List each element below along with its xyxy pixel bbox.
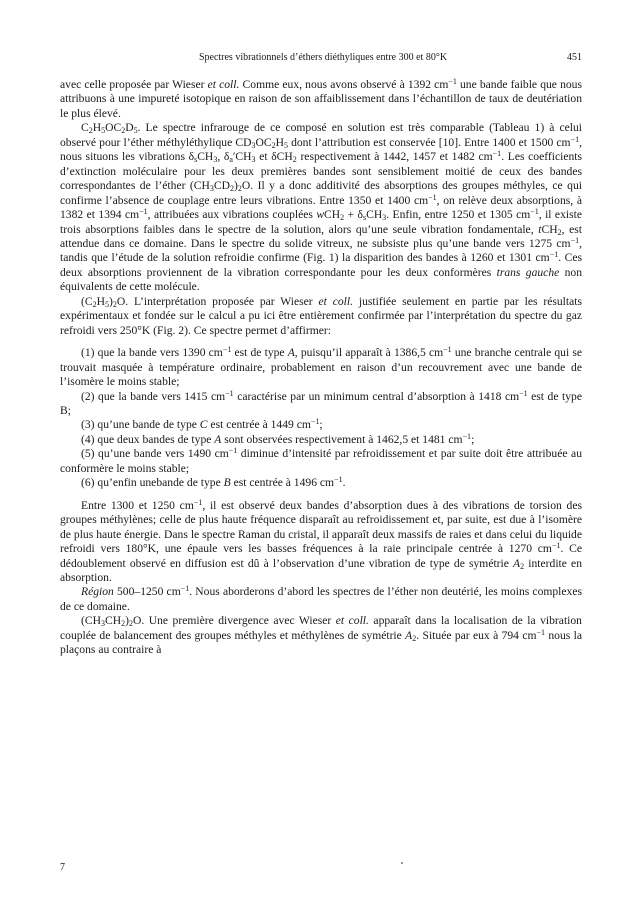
list-item: (4) que deux bandes de type A sont observées respectivement à 1462,5 et 1481 $cm^{-1}$; (81, 431, 475, 446)
list-item: (1) que la bande vers 1390 $cm^{-1}$ est de type A, puisqu’il apparaît à 1386,5 $cm^{-1}$ une branche centrale qui se trouvait masquée à température ordinaire, probablement en raison d’un recouvrement avec une bande de l’isomère le moins stable; (60, 345, 582, 389)
paragraph: $C_2H_5OC_2D_5$. Le spectre infrarouge de ce composé en solution est très comparable (Tableau 1) à celui observé pour l’éther méthyléthylique $CD_3OC_2H_5$ dont l’attribution est conservée [10]. Entre 1400 et 1500 $cm^{-1}$, nous situons les vibrations $\delta_sCH_3$, $\delta_a'CH_3$ et δCH$_2$ respectivement à 1442, 1457 et 1482 $cm^{-1}$. Les coefficients d’extinction moléculaire pour les deux premières bandes sont sensiblement moitié de ceux des bandes correspondantes de l’éther $(CH_3CD_2)_2O$. Il y a donc additivité des absorptions des groupes méthyles, ce qui confirme l’absence de couplage entre leurs vibrations. Entre 1350 et 1400 $cm^{-1}$, on relève deux absorptions, à 1382 et 1394 $cm^{-1}$, attribuées aux vibrations couplées $wCH_2 + \delta_sCH_3$. Enfin, entre 1250 et 1305 $cm^{-1}$, il existe trois absorptions faibles dans le spectre de la solution, alors qu’une seule vibration fondamentale, tCH$_2$, est attendue dans ce domaine. Dans le spectre du solide vitreux, ne subsiste plus qu’une bande vers 1275 $cm^{-1}$, tandis que l’étude de la solution refroidie confirme (Fig. 1) la disparition des bandes à 1260 et 1301 $cm^{-1}$. Ces deux absorptions proviennent de la vibration correspondante pour les deux conformères trans gauche non équivalents de cette molécule. (60, 121, 582, 294)
footer-mark: 7 (60, 862, 65, 873)
paragraph: $(CH_3CH_2)_2O$. Une première divergence avec Wieser et coll. apparaît dans la localisation de la vibration couplée de balancement des groupes méthyles et méthylènes de symétrie $A_2$. Située par eux à 794 $cm^{-1}$ nous la plaçons au contraire à (60, 614, 582, 657)
list-item: (6) qu’enfin unebande de type B est centrée à 1496 $cm^{-1}$. (81, 475, 346, 490)
page-number: 451 (567, 52, 582, 63)
list-item: (3) qu’une bande de type C est centrée à 1449 $cm^{-1}$; (81, 417, 323, 432)
list-item: (5) qu’une bande vers 1490 $cm^{-1}$ diminue d’intensité par refroidissement et par suite doit être attribuée au conformère le moins stable; (60, 446, 582, 475)
paragraph: Entre 1300 et 1250 $cm^{-1}$, il est observé deux bandes d’absorption dues à des vibrations de torsion des groupes méthylènes; celle de plus haute fréquence disparaît au refroidissement et, par suite, est due à l’isomère de plus haute énergie. Dans le spectre Raman du cristal, il apparaît deux massifs de raies et dans celui du liquide refroidi vers 180°K, une épaule vers les basses fréquences à la raie principale centrée à 1270 $cm^{-1}$. Ce dédoublement observé en diffusion est dû à l’observation d’une vibration de type de symétrie $A_2$ interdite en absorption. (60, 497, 583, 584)
paragraph: Région 500–1250 $cm^{-1}$. Nous aborderons d’abord les spectres de l’éther non deutérié, les moins complexes de ce domaine. (60, 584, 582, 613)
paragraph: $(C_2H_5)_2O$. L’interprétation proposée par Wieser et coll. justifiée seulement en partie par les résultats expérimentaux et fondée sur le calcul a pu ici être entièrement confirmée par l’interprétation du spectre du gaz refroidi vers 250°K (Fig. 2). Ce spectre permet d’affirmer: (60, 294, 582, 337)
body-text (60, 78, 582, 658)
paragraph: avec celle proposée par Wieser et coll. Comme eux, nous avons observé à 1392 $cm^{-1}$ une bande faible que nous attribuons à une impureté isotopique en raison de son affaiblissement dans l’échantillon de taux de deutériation le plus élevé. (60, 77, 582, 120)
running-header (128, 52, 582, 68)
scan-speck (401, 862, 403, 864)
running-title: Spectres vibrationnels d’éthers diéthyliques entre 300 et 80°K (198, 52, 448, 63)
list-item: (2) que la bande vers 1415 $cm^{-1}$ caractérise par un minimum central d’absorption à 1418 $cm^{-1}$ est de type B; (60, 388, 582, 417)
